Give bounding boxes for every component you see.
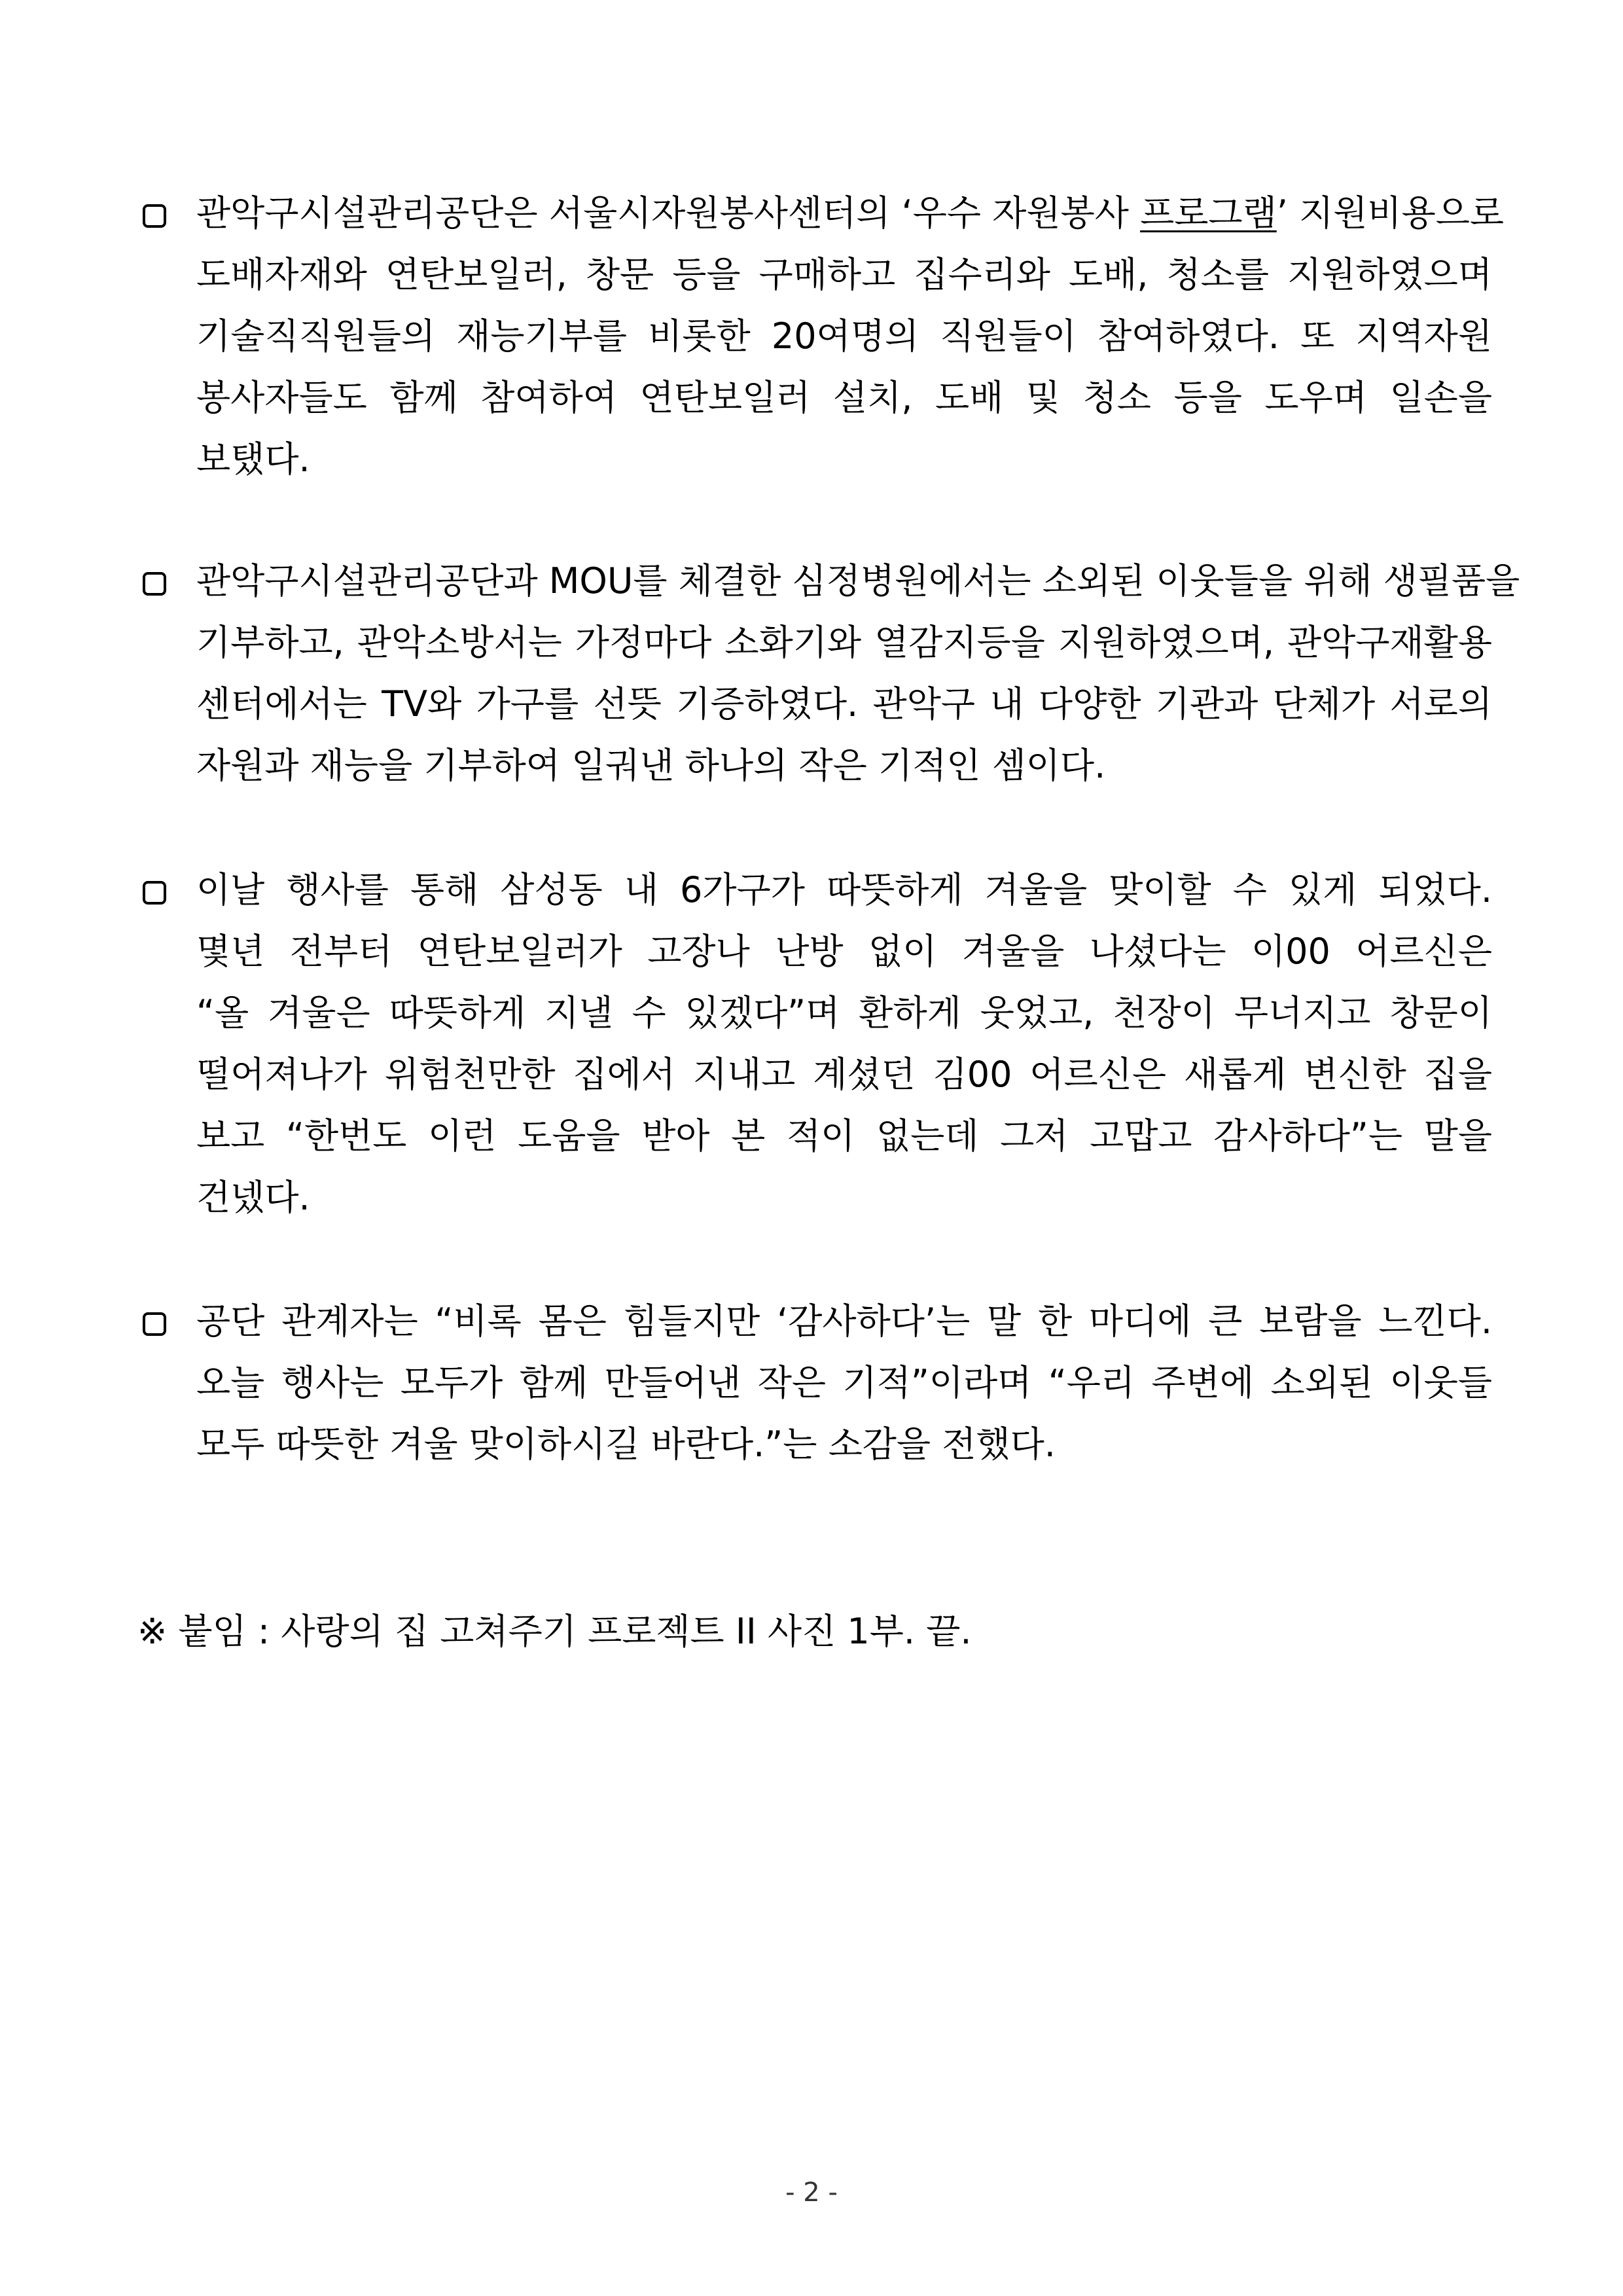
paragraph-line: 보고 “한번도 이런 도움을 받아 본 적이 없는데 그저 고맙고 감사하다”는 말을 bbox=[196, 1115, 1492, 1157]
paragraph-line: 기술직직원들의 재능기부를 비롯한 20여명의 직원들이 참여하였다. 또 지역자원 bbox=[196, 315, 1492, 357]
checkbox-bullet-icon bbox=[143, 881, 166, 905]
paragraph-line: 모두 따뜻한 겨울 맞이하시길 바란다.”는 소감을 전했다. bbox=[196, 1424, 1056, 1465]
paragraph-line: 보탰다. bbox=[196, 439, 310, 480]
paragraph-line: 기부하고, 관악소방서는 가정마다 소화기와 열감지등을 지원하였으며, 관악구재활용 bbox=[196, 622, 1492, 663]
checkbox-bullet-icon bbox=[143, 572, 166, 596]
line-text: ’ 지원비용으로 bbox=[1276, 192, 1505, 234]
paragraph-line: “올 겨울은 따뜻하게 지낼 수 있겠다”며 환하게 웃었고, 천장이 무너지고 창문이 bbox=[196, 992, 1492, 1033]
line-text: 관악구시설관리공단은 서울시자원봉사센터의 ‘우수 자원봉사 bbox=[196, 192, 1141, 234]
paragraph-line: 센터에서는 TV와 가구를 선뜻 기증하였다. 관악구 내 다양한 기관과 단체가 서로의 bbox=[196, 683, 1492, 725]
underlined-text: 프로그램 bbox=[1140, 192, 1277, 234]
paragraph-line: 자원과 재능을 기부하여 일궈낸 하나의 작은 기적인 셈이다. bbox=[196, 745, 1106, 786]
paragraph-line: 이날 행사를 통해 삼성동 내 6가구가 따뜻하게 겨울을 맞이할 수 있게 되었다. bbox=[196, 869, 1492, 910]
attachment-note: ※ 붙임 : 사랑의 집 고쳐주기 프로젝트 II 사진 1부. 끝. bbox=[137, 1611, 972, 1652]
paragraph-line: 떨어져나가 위험천만한 집에서 지내고 계셨던 김00 어르신은 새롭게 변신한 집을 bbox=[196, 1054, 1492, 1095]
checkbox-bullet-icon bbox=[143, 1312, 166, 1336]
paragraph-line: 건넸다. bbox=[196, 1177, 310, 1218]
paragraph-line: 도배자재와 연탄보일러, 창문 등을 구매하고 집수리와 도배, 청소를 지원하였으며 bbox=[196, 254, 1492, 295]
paragraph-line: 공단 관계자는 “비록 몸은 힘들지만 ‘감사하다’는 말 한 마디에 큰 보람을 느낀다. bbox=[196, 1300, 1492, 1342]
paragraph-line: 오늘 행사는 모두가 함께 만들어낸 작은 기적”이라며 “우리 주변에 소외된 이웃들 bbox=[196, 1362, 1492, 1403]
paragraph-line: 관악구시설관리공단과 MOU를 체결한 심정병원에서는 소외된 이웃들을 위해 생필품을 bbox=[196, 560, 1520, 601]
page-number: - 2 - bbox=[785, 2178, 838, 2208]
paragraph-line: 봉사자들도 함께 참여하여 연탄보일러 설치, 도배 및 청소 등을 도우며 일손을 bbox=[196, 377, 1492, 418]
checkbox-bullet-icon bbox=[143, 204, 166, 228]
paragraph-line: 몇년 전부터 연탄보일러가 고장나 난방 없이 겨울을 나셨다는 이00 어르신은 bbox=[196, 931, 1492, 972]
paragraph-line bbox=[196, 192, 1505, 234]
